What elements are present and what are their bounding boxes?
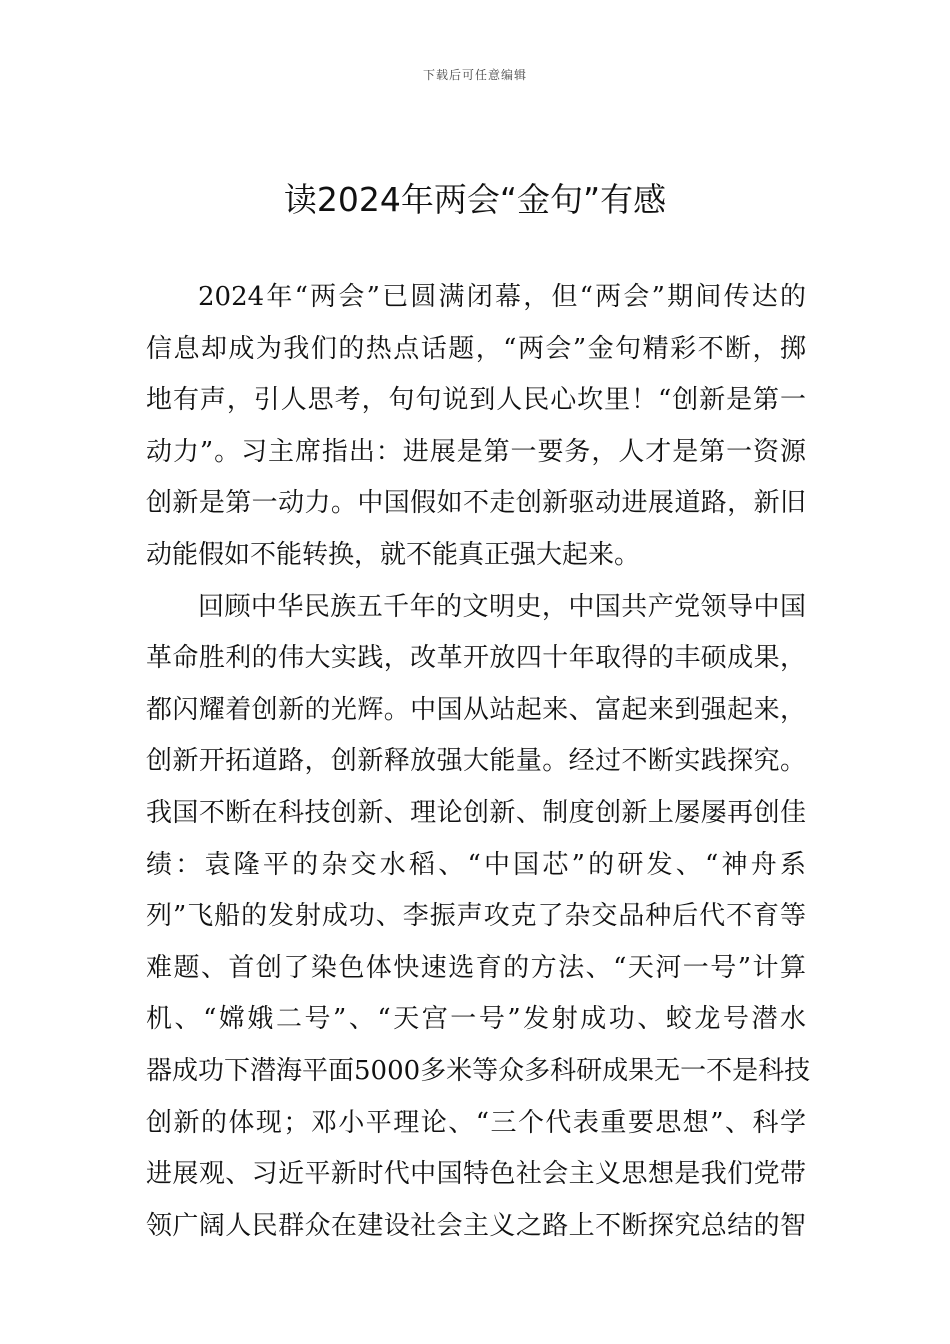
paragraph-1 xyxy=(146,272,806,582)
paragraph-line: 回顾中华民族五千年的文明史，中国共产党领导中国 xyxy=(198,591,806,622)
paragraph-line: 机、“嫦娥二号”、“天宫一号”发射成功、蛟龙号潜水 xyxy=(146,1004,806,1035)
paragraph-line: 绩：袁隆平的杂交水稻、“中国芯”的研发、“神舟系 xyxy=(146,849,806,880)
paragraph-line: 革命胜利的伟大实践，改革开放四十年取得的丰硕成果， xyxy=(146,643,806,674)
paragraph-line: 创新开拓道路，创新释放强大能量。经过不断实践探究。 xyxy=(146,746,806,777)
paragraph-line: 进展观、习近平新时代中国特色社会主义思想是我们党带 xyxy=(146,1159,806,1190)
paragraph-line: 地有声，引人思考，句句说到人民心坎里！“创新是第一 xyxy=(146,385,806,416)
paragraph-line: 难题、首创了染色体快速选育的方法、“天河一号”计算 xyxy=(146,952,806,983)
paragraph-line: 我国不断在科技创新、理论创新、制度创新上屡屡再创佳 xyxy=(146,797,806,828)
document-title: 读2024年两会“金句”有感 xyxy=(283,180,667,219)
paragraph-line: 领广阔人民群众在建设社会主义之路上不断探究总结的智 xyxy=(146,1210,806,1241)
document-body xyxy=(146,272,811,1252)
paragraph-line: 动力”。习主席指出：进展是第一要务，人才是第一资源 xyxy=(146,436,806,467)
paragraph-line: 都闪耀着创新的光辉。中国从站起来、富起来到强起来， xyxy=(146,694,806,725)
paragraph-2 xyxy=(146,582,811,1253)
paragraph-line: 列”飞船的发射成功、李振声攻克了杂交品种后代不育等 xyxy=(146,901,806,932)
paragraph-line: 2024年“两会”已圆满闭幕，但“两会”期间传达的 xyxy=(198,282,806,312)
header-note: 下载后可任意编辑 xyxy=(422,68,527,82)
paragraph-line: 创新的体现；邓小平理论、“三个代表重要思想”、科学 xyxy=(146,1107,806,1138)
paragraph-line: 创新是第一动力。中国假如不走创新驱动进展道路，新旧 xyxy=(146,488,806,519)
paragraph-line: 器成功下潜海平面5000多米等众多科研成果无一不是科技 xyxy=(146,1055,811,1086)
paragraph-line: 动能假如不能转换，就不能真正强大起来。 xyxy=(146,539,641,570)
paragraph-line: 信息却成为我们的热点话题，“两会”金句精彩不断，掷 xyxy=(146,333,806,364)
